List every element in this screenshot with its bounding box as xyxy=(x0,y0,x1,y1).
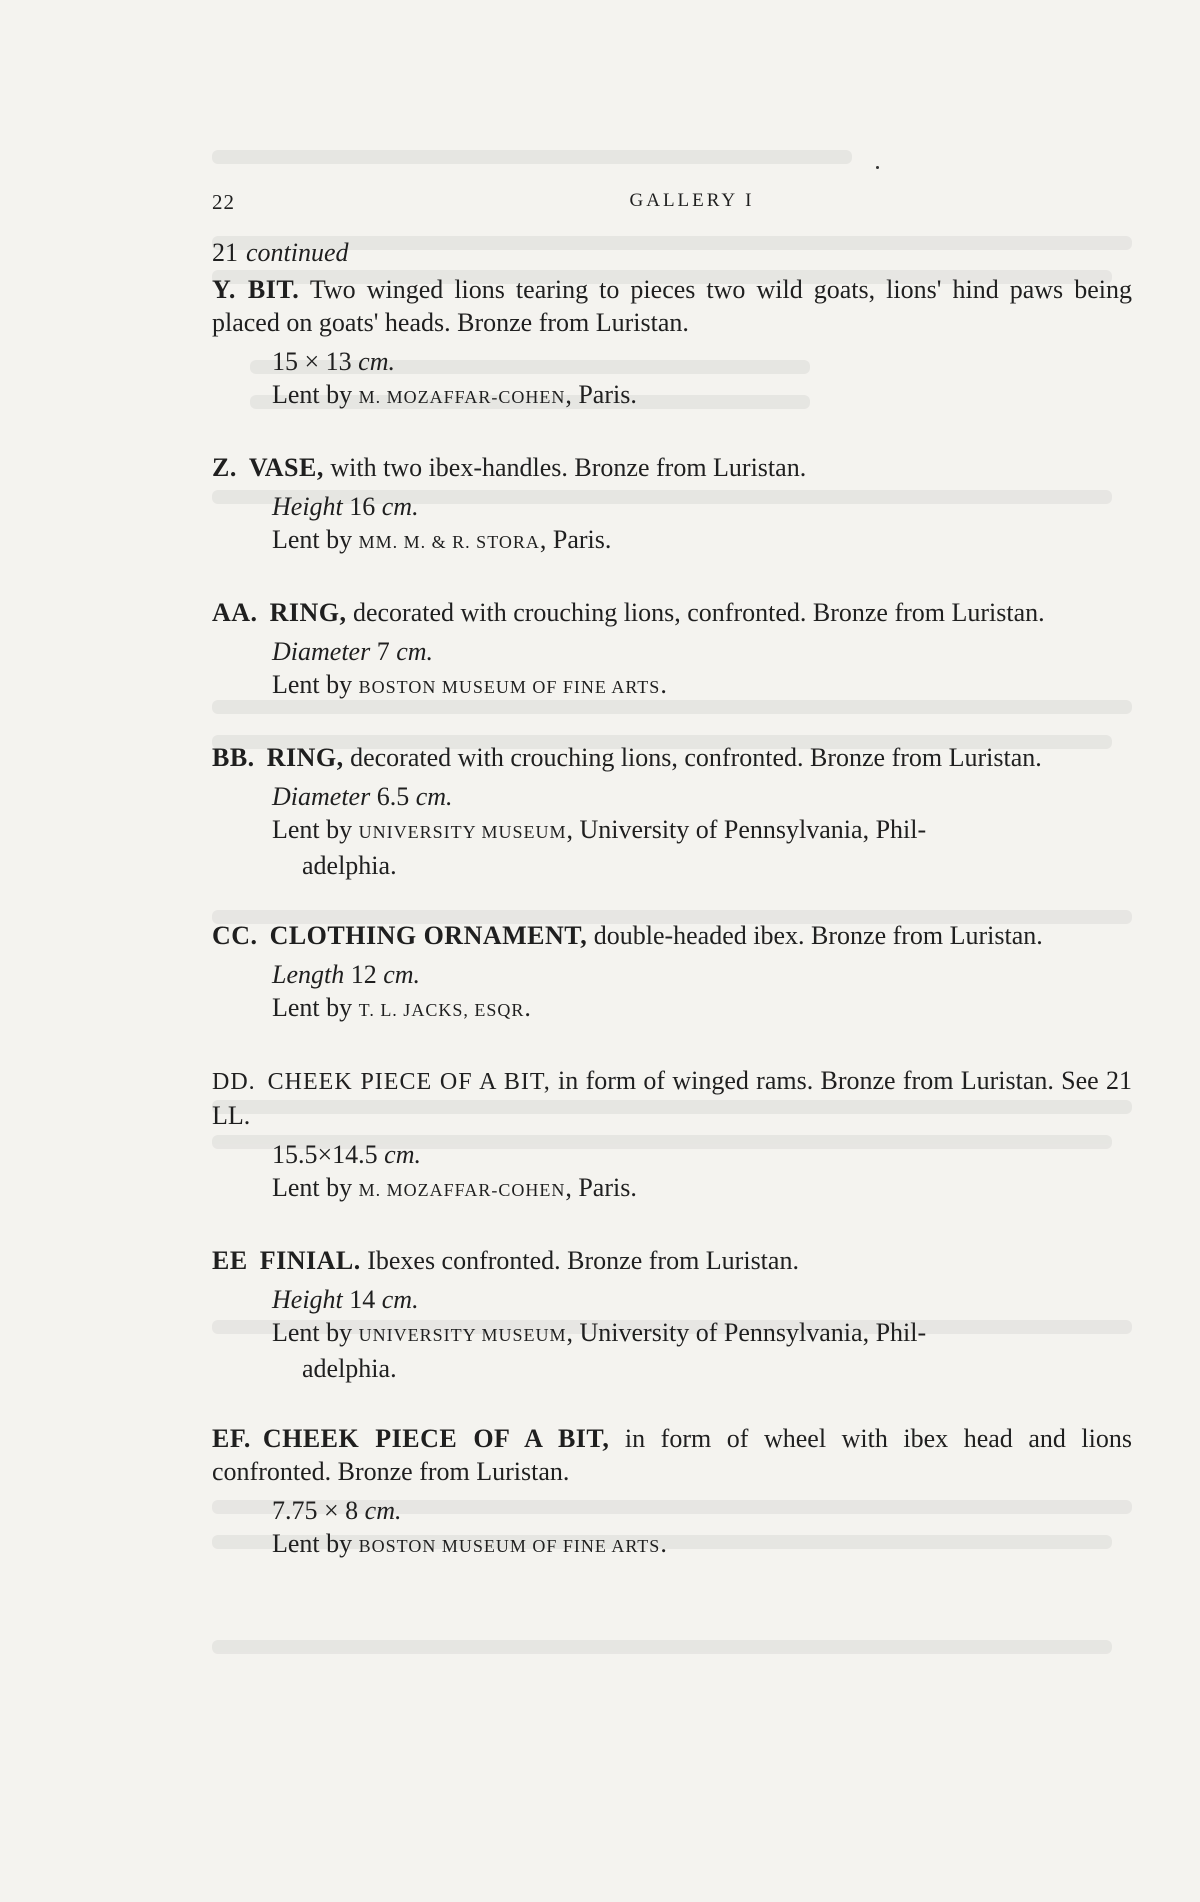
lender-name: M. MOZAFFAR-COHEN xyxy=(358,1180,566,1200)
entry-text: Two winged lions tearing to pieces two wild goats, lions' hind paws being placed on goats' heads. Bronze from Luristan. xyxy=(212,275,1132,337)
entry-title: CHEEK PIECE OF A BIT, xyxy=(267,1069,551,1095)
running-head: GALLERY I xyxy=(629,190,755,211)
lent-suffix: . xyxy=(524,993,531,1022)
measurement-unit: cm. xyxy=(415,782,453,811)
entry-measurement xyxy=(272,958,1132,991)
lent-suffix: , University of Pennsylvania, Phil- xyxy=(566,1318,927,1347)
entry-description xyxy=(212,1422,1132,1488)
entry-code: Z. xyxy=(212,453,237,482)
measurement-value: 16 xyxy=(349,492,376,521)
entry-measurement xyxy=(272,780,1132,813)
entry-title: VASE, xyxy=(248,453,324,482)
entry-measurement xyxy=(272,1494,1132,1527)
entry-title: RING, xyxy=(269,598,347,627)
entry-lender xyxy=(272,523,1132,559)
entry-code: EF. xyxy=(212,1424,251,1453)
entry-title: FINIAL. xyxy=(259,1246,361,1275)
measurement-unit: cm. xyxy=(381,1285,419,1314)
entry-title: CHEEK PIECE OF A BIT, xyxy=(262,1424,610,1453)
lender-name: MM. M. & R. STORA xyxy=(358,532,540,552)
entry-measurement xyxy=(272,490,1132,523)
entry-code: AA. xyxy=(212,598,258,627)
lent-prefix: Lent by xyxy=(272,670,353,699)
catalogue-entry xyxy=(212,1244,1132,1385)
measurement-label: Height xyxy=(272,492,343,521)
measurement-value: 15.5×14.5 xyxy=(272,1140,378,1169)
entry-lender xyxy=(272,1316,1132,1352)
catalogue-entry xyxy=(212,741,1132,882)
entry-text: decorated with crouching lions, confronted. Bronze from Luristan. xyxy=(352,598,1045,627)
entry-measurement xyxy=(272,635,1132,668)
lent-suffix: , Paris. xyxy=(565,1173,637,1202)
entry-description xyxy=(212,451,1132,484)
entry-lender xyxy=(272,1527,1132,1563)
entry-description xyxy=(212,1064,1132,1132)
lent-prefix: Lent by xyxy=(272,525,353,554)
catalogue-entry xyxy=(212,273,1132,414)
entry-text: in form of wheel with ibex head and lions confronted. Bronze from Luristan. xyxy=(212,1424,1132,1486)
catalogue-entry xyxy=(212,1422,1132,1563)
entry-code: Y. xyxy=(212,275,236,304)
entry-description xyxy=(212,273,1132,339)
entry-lender xyxy=(272,668,1132,704)
page-header xyxy=(212,190,1132,220)
entry-code: EE xyxy=(212,1246,248,1275)
entry-title: BIT. xyxy=(247,275,300,304)
lender-continuation: adelphia. xyxy=(302,851,397,880)
entry-lender xyxy=(272,813,1132,849)
entry-text: Ibexes confronted. Bronze from Luristan. xyxy=(367,1246,799,1275)
measurement-label: Diameter xyxy=(272,782,371,811)
entry-lender xyxy=(272,991,1132,1027)
continued-label xyxy=(212,236,1132,269)
measurement-value: 7 xyxy=(376,637,390,666)
entry-text: double-headed ibex. Bronze from Luristan. xyxy=(593,921,1043,950)
page-number: 22 xyxy=(212,190,235,214)
catalogue-entry xyxy=(212,451,1132,559)
lender-name: UNIVERSITY MUSEUM xyxy=(358,822,567,842)
measurement-label: Height xyxy=(272,1285,343,1314)
lender-name: T. L. JACKS, ESQR xyxy=(358,1000,525,1020)
entry-text: with two ibex-handles. Bronze from Luristan. xyxy=(330,453,807,482)
measurement-unit: cm. xyxy=(381,492,419,521)
measurement-unit: cm. xyxy=(384,1140,421,1169)
entry-description xyxy=(212,919,1132,952)
entry-code: DD. xyxy=(212,1069,256,1095)
catalogue-entry xyxy=(212,919,1132,1027)
measurement-unit: cm. xyxy=(358,347,395,376)
lent-prefix: Lent by xyxy=(272,1318,353,1347)
lent-suffix: , University of Pennsylvania, Phil- xyxy=(566,815,927,844)
catalogue-entry xyxy=(212,596,1132,704)
catalogue-entry xyxy=(212,1064,1132,1207)
lender-name: M. MOZAFFAR-COHEN xyxy=(358,387,566,407)
lender-name: BOSTON MUSEUM OF FINE ARTS xyxy=(358,1536,661,1556)
measurement-value: 6.5 xyxy=(376,782,410,811)
page-body xyxy=(212,236,1132,1600)
section-number: 21 xyxy=(212,238,238,267)
measurement-value: 7.75 × 8 xyxy=(272,1496,359,1525)
entry-description xyxy=(212,1244,1132,1277)
entry-lender xyxy=(272,1171,1132,1207)
lent-prefix: Lent by xyxy=(272,380,353,409)
continued-word: continued xyxy=(246,238,349,267)
measurement-value: 14 xyxy=(349,1285,376,1314)
entry-description xyxy=(212,596,1132,629)
entry-code: CC. xyxy=(212,921,258,950)
lender-name: BOSTON MUSEUM OF FINE ARTS xyxy=(358,677,661,697)
entry-text: in form of winged rams. Bronze from Luristan. See 21 LL. xyxy=(212,1066,1132,1130)
lent-prefix: Lent by xyxy=(272,993,353,1022)
entry-title: RING, xyxy=(266,743,344,772)
measurement-unit: cm. xyxy=(383,960,421,989)
entry-code: BB. xyxy=(212,743,255,772)
entry-description xyxy=(212,741,1132,774)
lent-prefix: Lent by xyxy=(272,1529,353,1558)
entry-lender xyxy=(272,378,1132,414)
entry-text: decorated with crouching lions, confronted. Bronze from Luristan. xyxy=(350,743,1042,772)
measurement-unit: cm. xyxy=(364,1496,402,1525)
measurement-value: 15 × 13 xyxy=(272,347,352,376)
lent-suffix: , Paris. xyxy=(539,525,612,554)
entry-measurement xyxy=(272,1138,1132,1171)
measurement-value: 12 xyxy=(350,960,377,989)
measurement-label: Diameter xyxy=(272,637,371,666)
lender-continuation: adelphia. xyxy=(302,1354,397,1383)
measurement-label: Length xyxy=(272,960,345,989)
measurement-unit: cm. xyxy=(396,637,434,666)
dust-speck xyxy=(876,166,879,169)
lender-name: UNIVERSITY MUSEUM xyxy=(358,1325,567,1345)
entry-title: CLOTHING ORNAMENT, xyxy=(269,921,588,950)
lent-prefix: Lent by xyxy=(272,815,353,844)
entry-measurement xyxy=(272,345,1132,378)
lent-suffix: . xyxy=(660,1529,667,1558)
lent-suffix: , Paris. xyxy=(565,380,637,409)
lent-suffix: . xyxy=(660,670,667,699)
entry-measurement xyxy=(272,1283,1132,1316)
lent-prefix: Lent by xyxy=(272,1173,353,1202)
